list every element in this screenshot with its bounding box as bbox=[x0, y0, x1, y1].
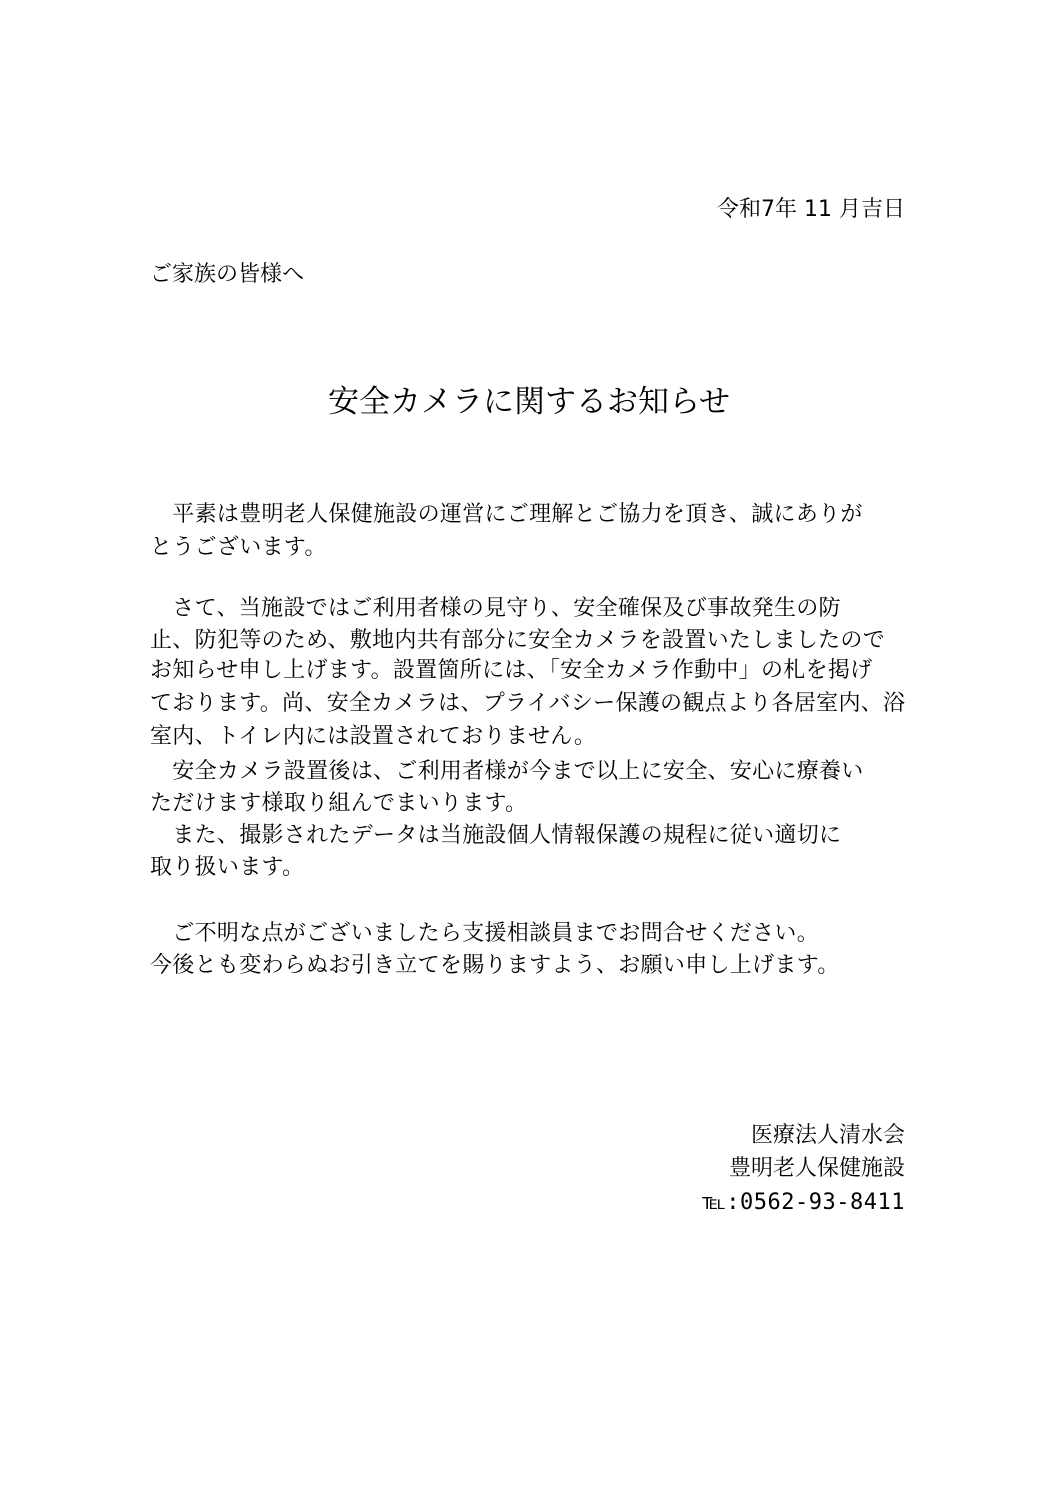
body-line: さて、当施設ではご利用者様の見守り、安全確保及び事故発生の防 bbox=[150, 596, 841, 621]
body-line: 平素は豊明老人保健施設の運営にご理解とご協力を頂き、誠にありが bbox=[150, 502, 863, 527]
body-line: 取り扱います。 bbox=[150, 855, 305, 880]
body-line: 止、防犯等のため、敷地内共有部分に安全カメラを設置いたしましたので bbox=[150, 628, 886, 653]
signature-organization: 医療法人清水会 bbox=[750, 1123, 905, 1148]
body-line: また、撮影されたデータは当施設個人情報保護の規程に従い適切に bbox=[150, 823, 842, 848]
signature-tel: ℡:0562-93-8411 bbox=[702, 1190, 905, 1215]
body-line: 室内、トイレ内には設置されておりません。 bbox=[150, 724, 597, 749]
body-line: とうございます。 bbox=[150, 535, 327, 560]
body-line: ご不明な点がございましたら支援相談員までお問合せください。 bbox=[150, 921, 820, 946]
signature-facility: 豊明老人保健施設 bbox=[728, 1156, 905, 1181]
document-title: 安全カメラに関するお知らせ bbox=[327, 384, 731, 420]
body-line: お知らせ申し上げます。設置箇所には、「安全カメラ作動中」の札を掲げ bbox=[150, 658, 873, 683]
body-line: ております。尚、安全カメラは、プライバシー保護の観点より各居室内、浴 bbox=[150, 691, 906, 716]
body-line: 安全カメラ設置後は、ご利用者様が今まで以上に安全、安心に療養い bbox=[150, 759, 864, 784]
body-line: 今後とも変わらぬお引き立てを賜りますよう、お願い申し上げます。 bbox=[150, 953, 840, 978]
body-line: ただけます様取り組んでまいります。 bbox=[150, 791, 528, 816]
addressee: ご家族の皆様へ bbox=[150, 262, 305, 287]
issue-date: 令和7年 11 月吉日 bbox=[717, 197, 905, 222]
